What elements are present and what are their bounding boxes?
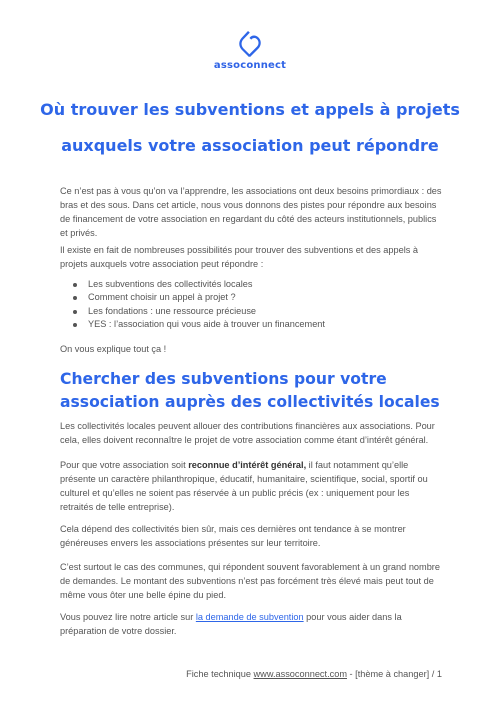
bullet-icon xyxy=(73,283,77,287)
bullet-icon xyxy=(73,296,77,300)
explain-paragraph: On vous explique tout ça ! xyxy=(60,344,167,354)
section-paragraph-5: Vous pouvez lire notre article sur la demande de subvention pour vous aider dans la préparation de votre dossier. xyxy=(60,612,402,636)
bullet-icon xyxy=(73,310,77,314)
brand-name: assoconnect xyxy=(213,60,287,71)
possibilities-paragraph: Il existe en fait de nombreuses possibilités pour trouver des subventions et des appels à projets auxquels votre association peut répondre : xyxy=(60,245,419,269)
brand-logo xyxy=(0,30,500,71)
assoconnect-logo-icon xyxy=(238,30,262,58)
section-paragraph-2: Pour que votre association soit reconnue d’intérêt général, il faut notamment qu’elle présente un caractère philanthropique, éducatif, humanitaire, scientifique, social, sportif ou culturel et qu’elles ne soient pas réservée à un public précis (ex : uniquement pour les retraités de telle entreprise). xyxy=(60,460,428,512)
list-item: Les subventions des collectivités locales xyxy=(73,278,325,291)
list-item: Les fondations : une ressource précieuse xyxy=(73,305,325,318)
emphasis-text: reconnue d’intérêt général, xyxy=(188,460,307,470)
section-paragraph-1: Les collectivités locales peuvent allouer des contributions financières aux associations. Pour cela, elles doivent reconnaître le projet de votre association comme étant d’intérêt général. xyxy=(60,421,435,445)
section-paragraph-4: C’est surtout le cas des communes, qui répondent souvent favorablement à un grand nombre de demandes. Le montant des subventions n’est pas forcément très élevé mais peut tout de même vous ôter une belle épine du pied. xyxy=(60,562,440,600)
list-item: Comment choisir un appel à projet ? xyxy=(73,291,325,304)
intro-paragraph: Ce n’est pas à vous qu’on va l’apprendre, les associations ont deux besoins primordiaux : des bras et des sous. Dans cet article, nous vous donnons des pistes pour répondre aux besoins de financement de votre association en regardant du côté des acteurs institutionnels, publics et privés. xyxy=(60,186,442,238)
subvention-article-link[interactable]: la demande de subvention xyxy=(195,612,304,622)
topics-list xyxy=(73,278,325,331)
list-item: YES : l’association qui vous aide à trouver un financement xyxy=(73,318,325,331)
bullet-icon xyxy=(73,323,77,327)
section-paragraph-3: Cela dépend des collectivités bien sûr, mais ces dernières ont tendance à se montrer généreuses envers les associations présentes sur leur territoire. xyxy=(60,524,406,548)
page-footer: Fiche technique www.assoconnect.com - [thème à changer] / 1 xyxy=(186,669,442,679)
website-link[interactable]: www.assoconnect.com xyxy=(253,669,347,679)
document-title: Où trouver les subventions et appels à projets auxquels votre association peut répondre xyxy=(40,100,460,155)
section-heading: Chercher des subventions pour votre association auprès des collectivités locales xyxy=(60,370,440,411)
